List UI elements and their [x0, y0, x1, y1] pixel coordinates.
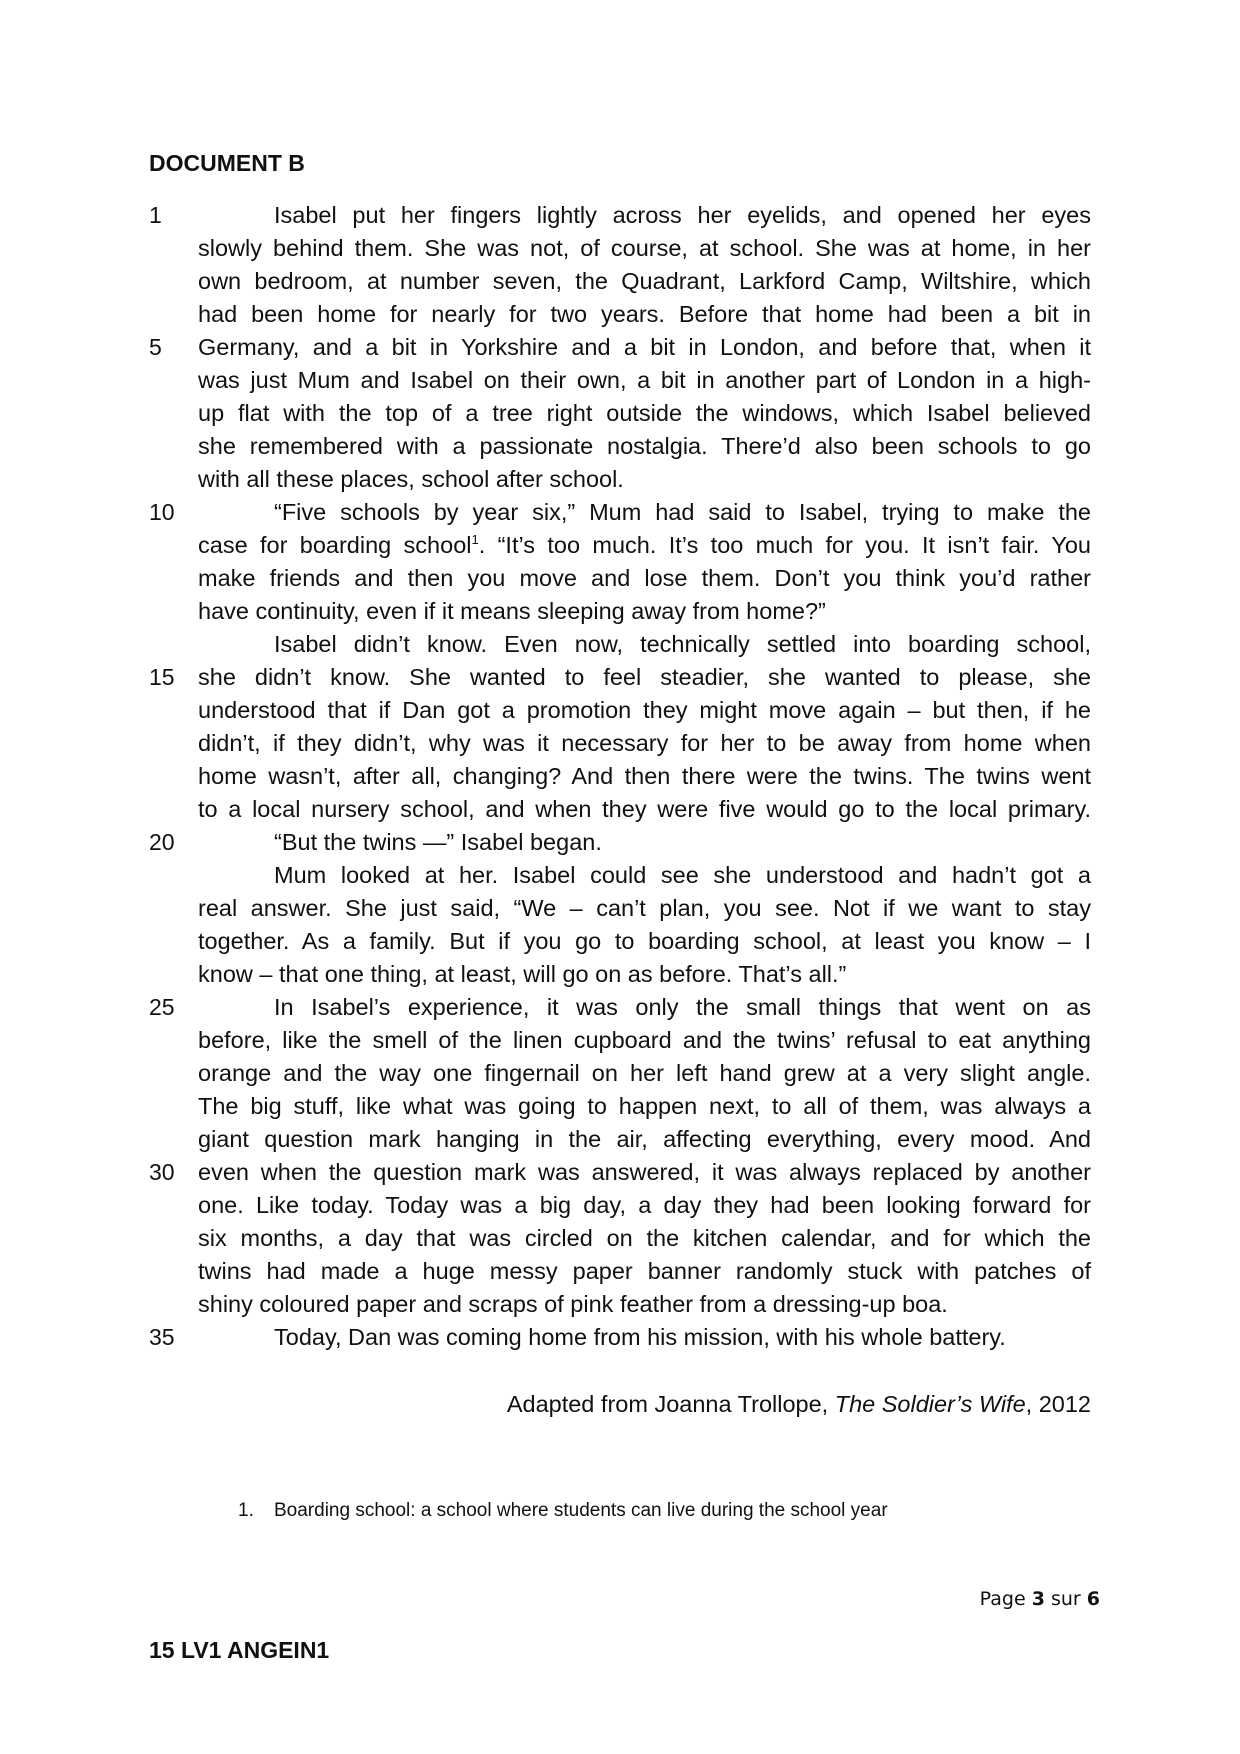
text-line: own bedroom, at number seven, the Quadrant, Larkford Camp, Wiltshire, which — [198, 268, 1091, 294]
text-line: had been home for nearly for two years. Before that home had been a bit in — [198, 301, 1091, 327]
text-line: Isabel put her fingers lightly across her eyelids, and opened her eyes — [274, 202, 1091, 228]
text-line: Today, Dan was coming home from his mission, with his whole battery. — [274, 1324, 1006, 1350]
page-current: 3 — [1031, 1588, 1045, 1610]
exam-code: 15 LV1 ANGEIN1 — [149, 1637, 330, 1663]
text-line: giant question mark hanging in the air, affecting everything, every mood. And — [198, 1126, 1091, 1152]
text-line: together. As a family. But if you go to boarding school, at least you know – I — [198, 928, 1091, 954]
line-number: 20 — [149, 829, 175, 855]
text-line: slowly behind them. She was not, of course, at school. She was at home, in her — [198, 235, 1091, 261]
text-line: was just Mum and Isabel on their own, a bit in another part of London in a high- — [198, 367, 1091, 393]
line-number: 35 — [149, 1324, 175, 1350]
text-line: real answer. She just said, “We – can’t plan, you see. Not if we want to stay — [198, 895, 1091, 921]
page-number — [980, 1588, 1100, 1610]
text-line: orange and the way one fingernail on her left hand grew at a very slight angle. — [198, 1060, 1091, 1086]
line-number: 15 — [149, 664, 175, 690]
source-suffix: , 2012 — [1025, 1391, 1091, 1417]
text-line: didn’t, if they didn’t, why was it necessary for her to be away from home when — [198, 730, 1091, 756]
page-sep: sur — [1044, 1588, 1087, 1610]
text-line: she didn’t know. She wanted to feel steadier, she wanted to please, she — [198, 664, 1091, 690]
line-number: 30 — [149, 1159, 175, 1185]
footnote-text: Boarding school: a school where students can live during the school year — [274, 1500, 888, 1521]
line-number: 5 — [149, 334, 162, 360]
text-line: before, like the smell of the linen cupboard and the twins’ refusal to eat anything — [198, 1027, 1091, 1053]
source-prefix: Adapted from Joanna Trollope, — [506, 1391, 835, 1417]
footnote-ref: 1 — [471, 532, 479, 548]
text-line: Isabel didn’t know. Even now, technically settled into boarding school, — [274, 631, 1091, 657]
page-total: 6 — [1086, 1588, 1100, 1610]
text-line: In Isabel’s experience, it was only the small things that went on as — [274, 994, 1091, 1020]
text-line: “Five schools by year six,” Mum had said to Isabel, trying to make the — [274, 499, 1091, 525]
text-line: know – that one thing, at least, will go on as before. That’s all.” — [198, 961, 847, 987]
text-line: Germany, and a bit in Yorkshire and a bit in London, and before that, when it — [198, 334, 1091, 360]
text-line: she remembered with a passionate nostalgia. There’d also been schools to go — [198, 433, 1091, 459]
line-number: 10 — [149, 499, 175, 525]
line-number: 1 — [149, 202, 162, 228]
text-line: make friends and then you move and lose them. Don’t you think you’d rather — [198, 565, 1091, 591]
text-segment: case for boarding school — [198, 532, 472, 558]
source-citation — [507, 1391, 1091, 1418]
text-line: even when the question mark was answered, it was always replaced by another — [198, 1159, 1091, 1185]
line-number: 25 — [149, 994, 175, 1020]
text-line — [198, 528, 1091, 562]
text-line: six months, a day that was circled on the kitchen calendar, and for which the — [198, 1225, 1091, 1251]
text-segment: . “It’s too much. It’s too much for you. It isn’t fair. You — [478, 532, 1092, 558]
text-line: twins had made a huge messy paper banner randomly stuck with patches of — [198, 1258, 1091, 1284]
footnote-number: 1. — [238, 1500, 254, 1521]
document-heading: DOCUMENT B — [149, 150, 305, 176]
text-line: to a local nursery school, and when they were five would go to the local primary. — [198, 796, 1091, 822]
text-line: Mum looked at her. Isabel could see she understood and hadn’t got a — [274, 862, 1091, 888]
text-line: “But the twins —” Isabel began. — [274, 829, 602, 855]
text-line: shiny coloured paper and scraps of pink feather from a dressing-up boa. — [198, 1291, 948, 1317]
text-line: understood that if Dan got a promotion they might move again – but then, if he — [198, 697, 1091, 723]
source-title: The Soldier’s Wife — [834, 1391, 1026, 1417]
text-line: with all these places, school after school. — [198, 466, 624, 492]
text-line: one. Like today. Today was a big day, a day they had been looking forward for — [198, 1192, 1091, 1218]
footnote — [238, 1500, 888, 1522]
text-line: home wasn’t, after all, changing? And then there were the twins. The twins went — [198, 763, 1091, 789]
text-line: have continuity, even if it means sleeping away from home?” — [198, 598, 826, 624]
text-line: The big stuff, like what was going to happen next, to all of them, was always a — [198, 1093, 1091, 1119]
text-line: up flat with the top of a tree right outside the windows, which Isabel believed — [198, 400, 1091, 426]
page-word: Page — [979, 1588, 1032, 1610]
